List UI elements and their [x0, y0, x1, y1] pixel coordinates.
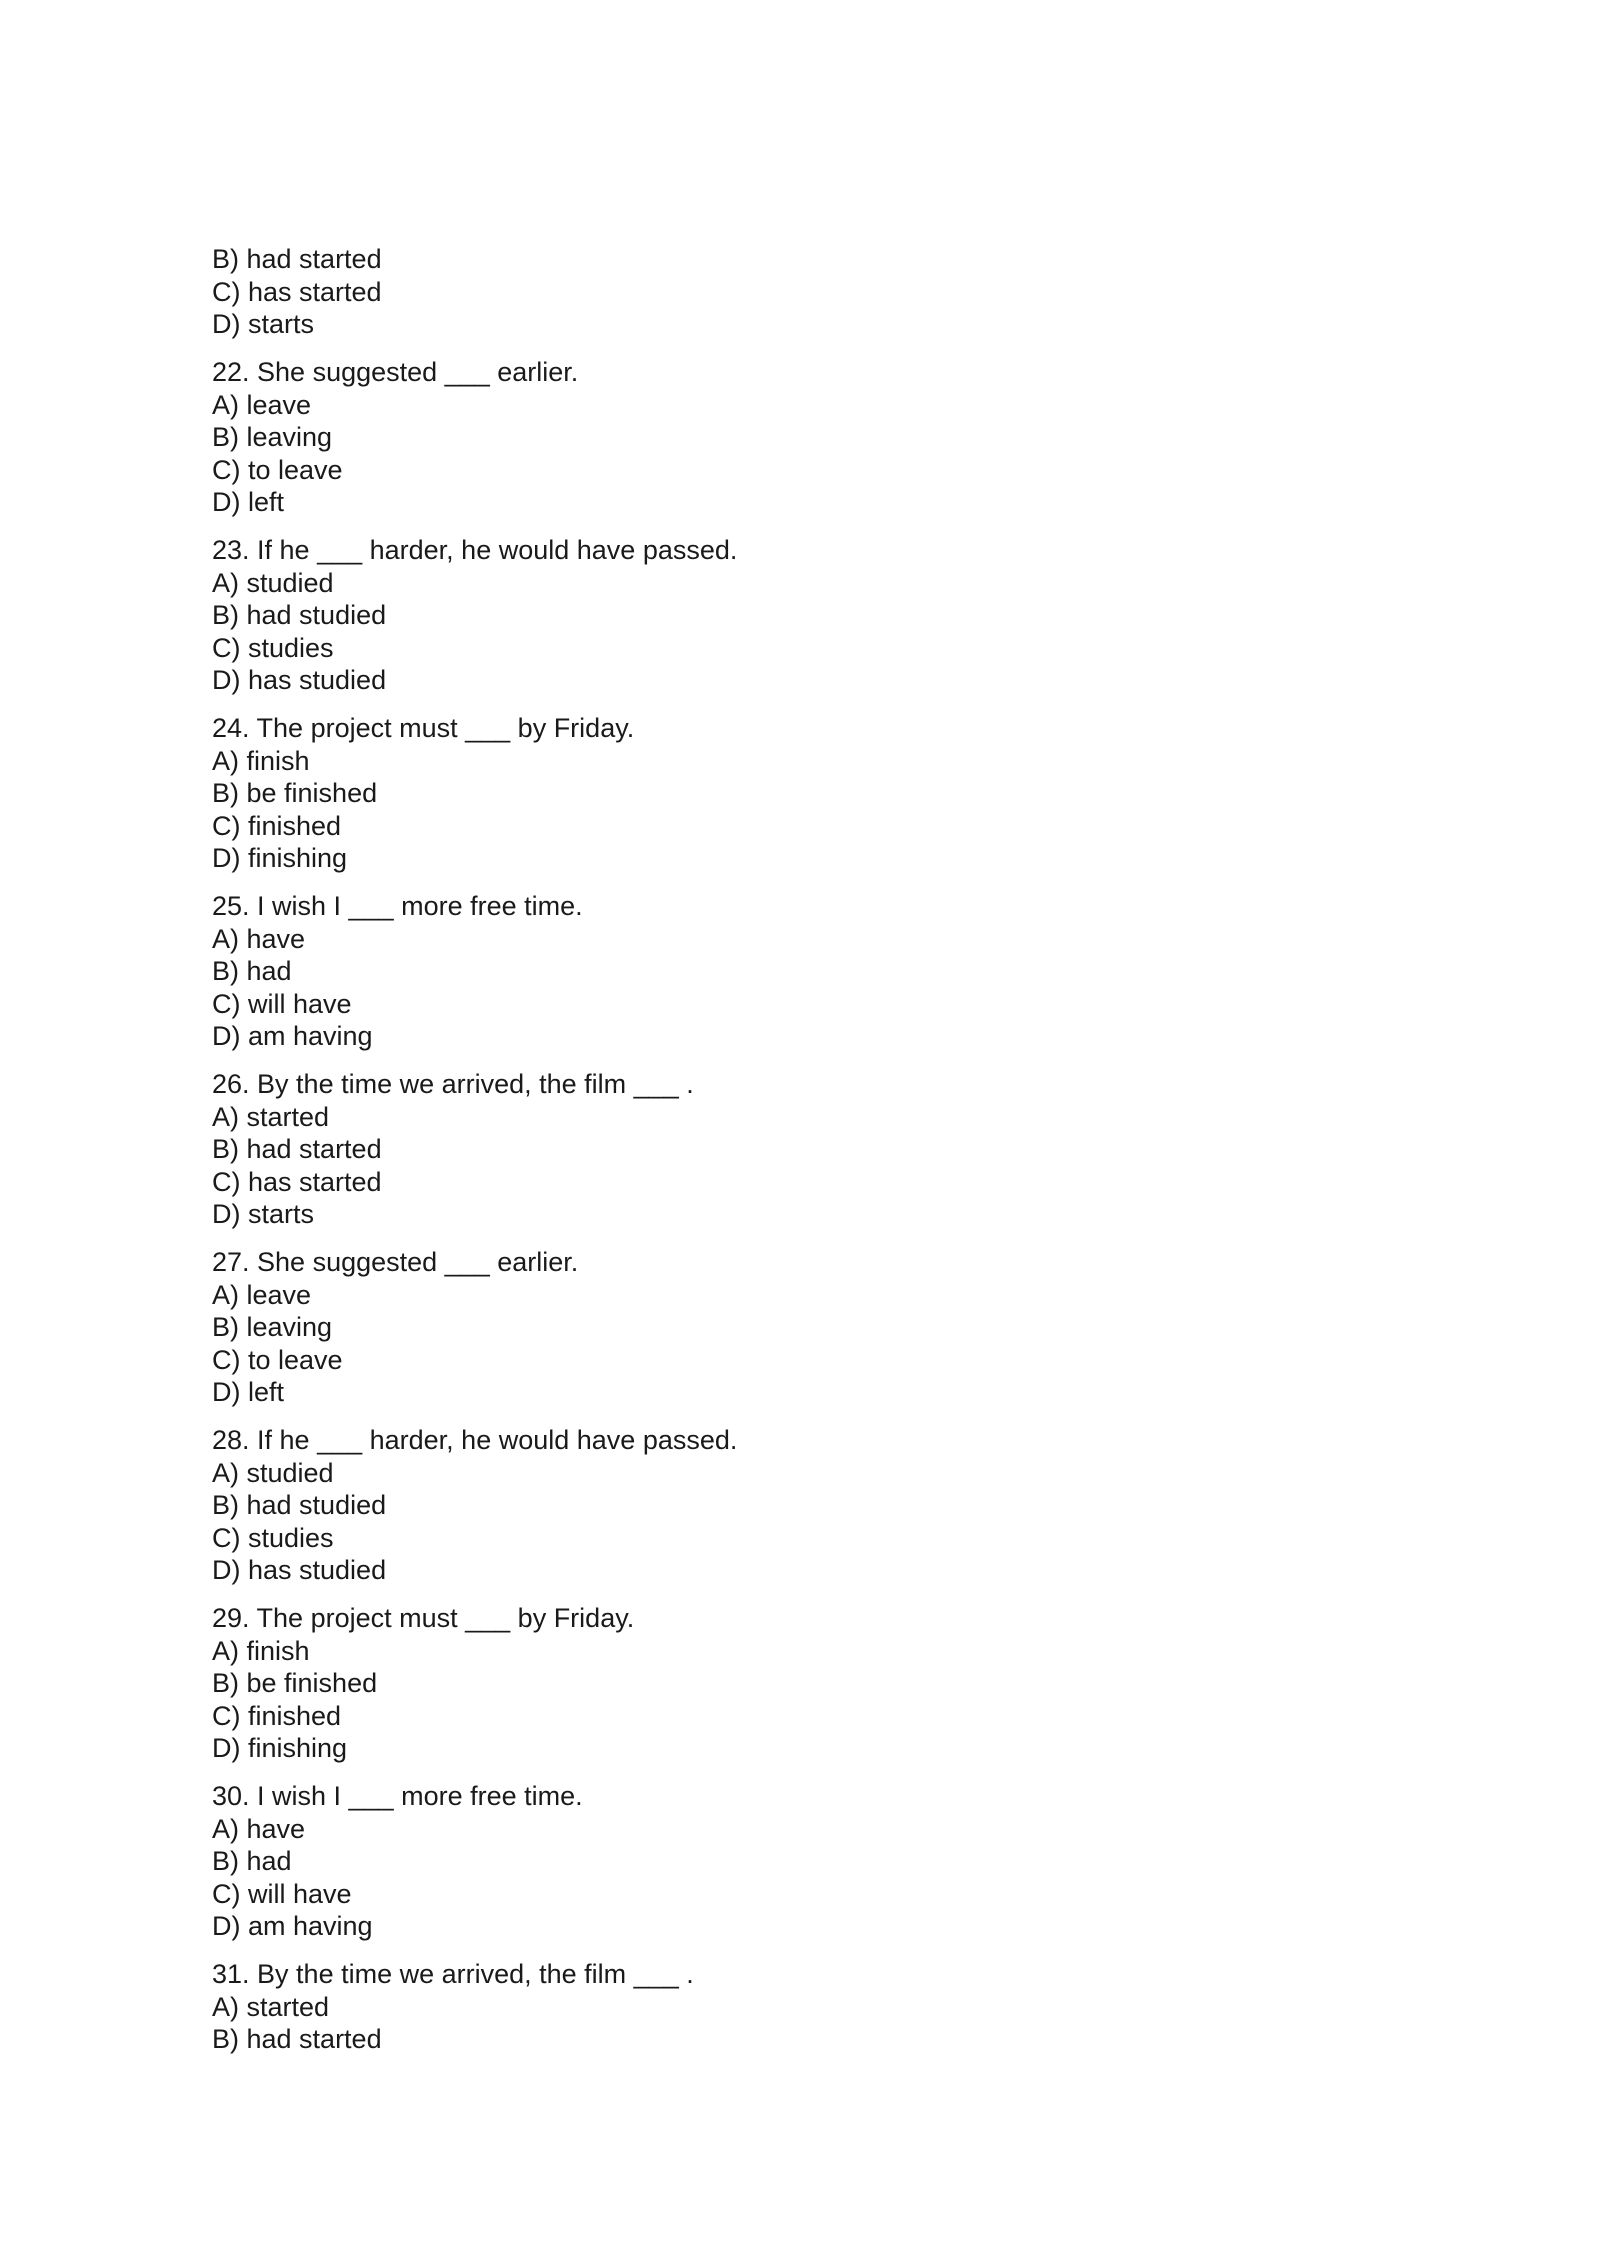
- question-text: 27. She suggested ___ earlier.: [212, 1247, 579, 1277]
- answer-option: B) be finished: [212, 1668, 378, 1698]
- answer-option: D) left: [212, 487, 285, 517]
- answer-option: B) had studied: [212, 600, 387, 630]
- question-block: [212, 1602, 1412, 1765]
- question-block: [212, 1424, 1412, 1587]
- answer-option: A) have: [212, 923, 306, 954]
- answer-option: A) leave: [212, 1279, 312, 1310]
- question-block: [212, 712, 1412, 875]
- answer-option: C) finished: [212, 810, 342, 841]
- question-block: [212, 1246, 1412, 1409]
- answer-option: A) studied: [212, 1457, 334, 1488]
- answer-option: B) had started: [212, 1134, 382, 1164]
- answer-option: B) had: [212, 1846, 292, 1876]
- question-list: [212, 356, 1412, 2056]
- answer-option: D) finishing: [212, 843, 348, 873]
- answer-option: C) will have: [212, 988, 352, 1019]
- answer-option: D) has studied: [212, 1555, 387, 1585]
- question-text: 28. If he ___ harder, he would have passed.: [212, 1425, 738, 1455]
- answer-option: A) started: [212, 1991, 330, 2022]
- answer-option: B) leaving: [212, 1312, 333, 1342]
- question-text: 26. By the time we arrived, the film ___ .: [212, 1069, 694, 1099]
- answer-option: A) finish: [212, 1635, 310, 1666]
- answer-option: D) has studied: [212, 665, 387, 695]
- answer-option: C) finished: [212, 1700, 342, 1731]
- answer-option: A) started: [212, 1101, 330, 1132]
- answer-option: D) am having: [212, 1021, 373, 1051]
- question-text: 29. The project must ___ by Friday.: [212, 1603, 635, 1633]
- answer-option: C) to leave: [212, 1344, 343, 1375]
- question-text: 31. By the time we arrived, the film ___ .: [212, 1959, 694, 1989]
- answer-option: A) leave: [212, 389, 312, 420]
- answer-option: A) finish: [212, 745, 310, 776]
- answer-option: D) finishing: [212, 1733, 348, 1763]
- document-content: [212, 243, 1412, 2056]
- answer-option: D) starts: [212, 309, 315, 339]
- question-block: [212, 1780, 1412, 1943]
- answer-option: B) had studied: [212, 1490, 387, 1520]
- question-text: 22. She suggested ___ earlier.: [212, 357, 579, 387]
- question-text: 23. If he ___ harder, he would have passed.: [212, 535, 738, 565]
- answer-option: C) studies: [212, 632, 334, 663]
- answer-option: C) has started: [212, 276, 382, 307]
- answer-option: C) has started: [212, 1166, 382, 1197]
- answer-option: C) studies: [212, 1522, 334, 1553]
- question-block: [212, 890, 1412, 1053]
- answer-option: B) leaving: [212, 422, 333, 452]
- answer-option: D) left: [212, 1377, 285, 1407]
- question-block: [212, 356, 1412, 519]
- answer-option: C) will have: [212, 1878, 352, 1909]
- answer-option: B) had started: [212, 2024, 382, 2054]
- question-text: 30. I wish I ___ more free time.: [212, 1781, 583, 1811]
- question-text: 25. I wish I ___ more free time.: [212, 891, 583, 921]
- question-block: [212, 534, 1412, 697]
- question-block: [212, 1958, 1412, 2056]
- answer-option: B) had: [212, 956, 292, 986]
- leading-options: [212, 243, 1412, 341]
- answer-option: A) studied: [212, 567, 334, 598]
- answer-option: C) to leave: [212, 454, 343, 485]
- question-block: [212, 1068, 1412, 1231]
- answer-option: D) am having: [212, 1911, 373, 1941]
- answer-option: D) starts: [212, 1199, 315, 1229]
- answer-option: A) have: [212, 1813, 306, 1844]
- question-text: 24. The project must ___ by Friday.: [212, 713, 635, 743]
- answer-option: B) be finished: [212, 778, 378, 808]
- answer-option: B) had started: [212, 244, 382, 274]
